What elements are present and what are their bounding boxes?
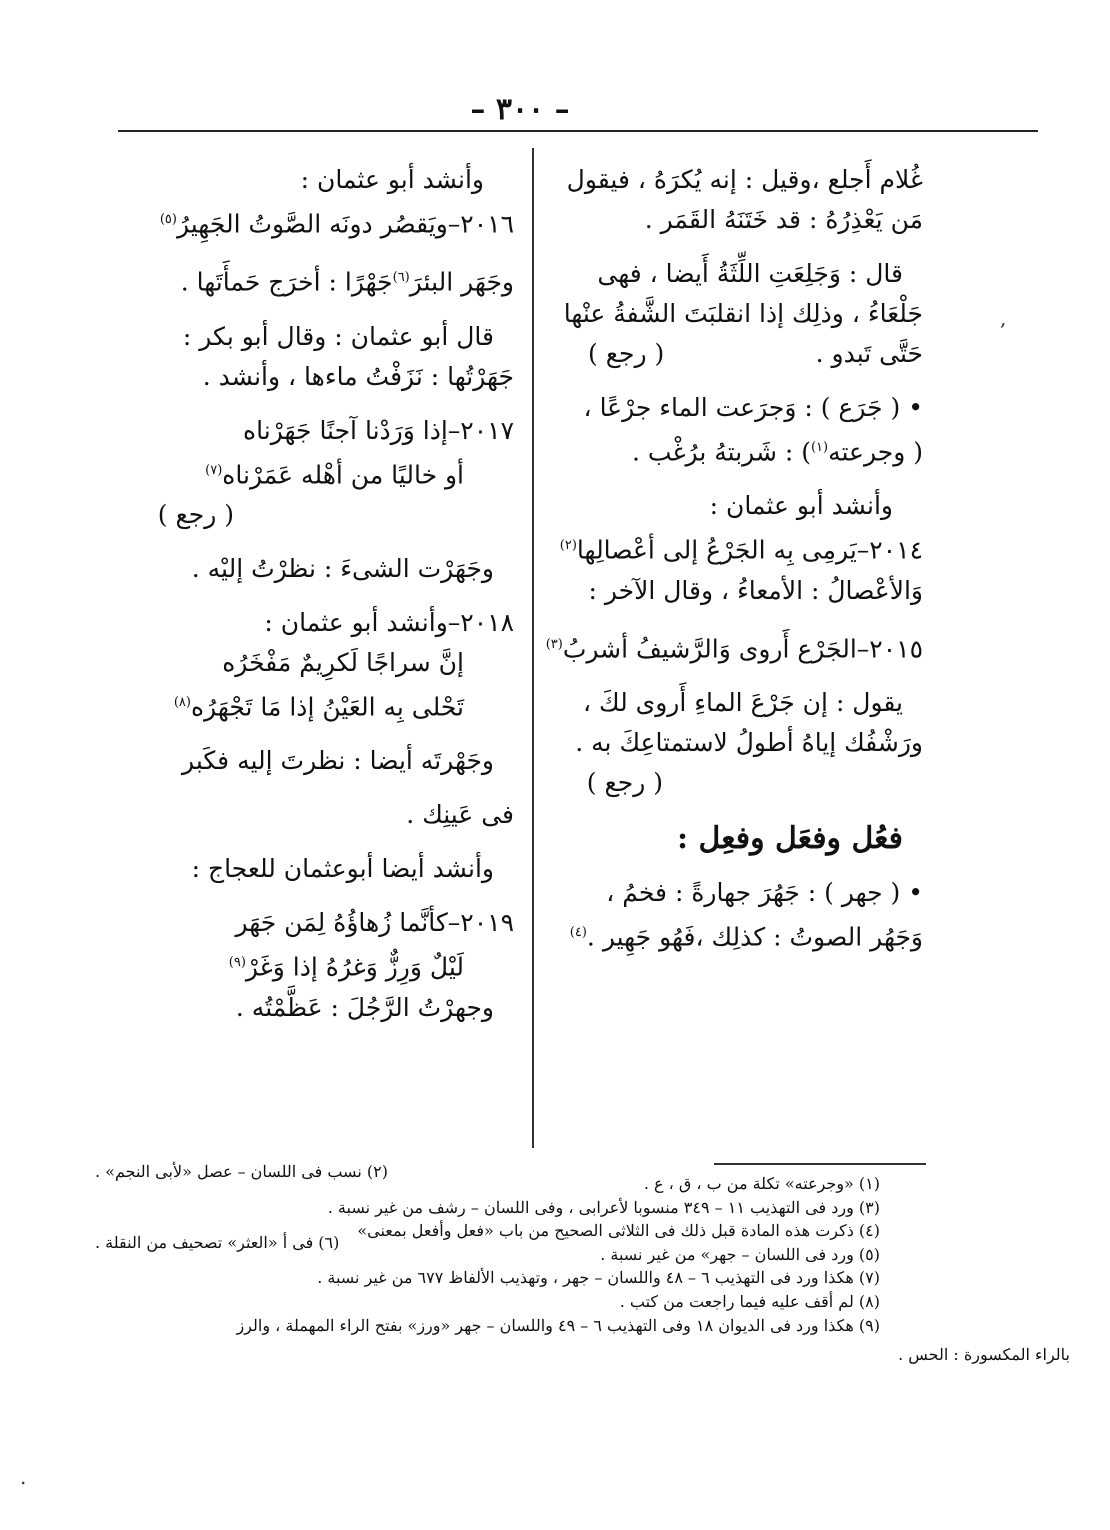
back-reference: ( رجع ) [586, 767, 663, 797]
verse-2018-line1: إنَّ سراجًا لَكرِيمٌ مَفْخَرُه [222, 647, 464, 677]
footnote-ref-6: (٦) [392, 270, 410, 286]
footnote-8: (٨) لم أقف عليه فيما راجعت من كتب . [619, 1291, 880, 1311]
verse-2017-line2 [112, 451, 514, 495]
text-line [548, 428, 923, 472]
footnote-9: (٩) هكذا ورد فى الديوان ١٨ وفى التهذيب ٦ – ٤٩ واللسان – جهر «ورز» بفتح الراء المهملة ، والرز [236, 1315, 880, 1335]
footnotes [95, 1162, 1070, 1367]
verse-2019-line1: ٢٠١٩–كأنَّما زُهاؤُهُ لِمَن جَهَر [235, 908, 514, 938]
back-reference: ( رجع ) [157, 499, 234, 529]
page-number: – ٣٠٠ – [470, 92, 570, 127]
footnote-6: (٦) فى أ «العثر» تصحيف من النقلة . [95, 1232, 340, 1252]
text-line-part: ) : شَربتهُ برُغْب . [632, 437, 811, 467]
back-reference: ( رجع ) [588, 339, 665, 368]
column-divider [532, 148, 534, 1148]
footnote-rule [714, 1163, 926, 1165]
text-line: جَهَرْتُها : نَزَفْتُ ماءها ، وأنشد . [202, 361, 514, 391]
section-heading: فعُل وفعَل وفعِل : [677, 820, 903, 856]
text-line [112, 258, 514, 302]
footnote-9-continued: بالراء المكسورة : الحس . [898, 1345, 1070, 1365]
verse-text: ٢٠١٤–يَرمِى بِه الجَرْعُ إلى أعْصالِها [576, 535, 923, 565]
footnote-5: (٥) ورد فى اللسان – جهر» من غير نسبة . [600, 1244, 880, 1264]
text-line: وجهرْتُ الرَّجُلَ : عَظَّمْتُه . [235, 992, 494, 1022]
text-line [548, 913, 923, 957]
footnote-4: (٤) ذكرت هذه المادة قبل ذلك فى الثلاثى الصحيح من باب «فعل وأفعل بمعنى» [357, 1221, 880, 1241]
verse-2018-intro: ٢٠١٨–وأنشد أبو عثمان : [264, 607, 514, 637]
footnote-ref-1: (١) [810, 440, 829, 455]
footnote-ref-8: (٨) [173, 694, 191, 710]
footnote-7: (٧) هكذا ورد فى التهذيب ٦ – ٤٨ واللسان – جهر ، وتهذيب الألفاظ ٦٧٧ من غير نسبة . [317, 1268, 880, 1288]
stray-dot: . [20, 1465, 27, 1489]
verse-2017-line1: ٢٠١٧–إذا وَرَدْنا آجنًا جَهَرْناه [243, 415, 514, 445]
text-line-part: وَجَهُر الصوتُ : كذلِك ،فَهُو جَهِير . [586, 922, 923, 952]
footnote-ref-7: (٧) [205, 462, 223, 478]
footnote-row [95, 1162, 880, 1196]
text-line: وجَهَرْت الشىءَ : نظرْتُ إليْه . [191, 553, 494, 583]
text-line: وأنشد أبو عثمان : [300, 165, 484, 194]
verse-text: أو خاليًا من أهْله عَمَرْناه [222, 459, 464, 489]
text-line-part: ( وجرعته [828, 437, 923, 467]
text-line: وَالأعْصالُ : الأمعاءُ ، وقال الآخر : [588, 575, 923, 605]
text-line: قال أبو عثمان : وقال أبو بكر : [182, 321, 494, 351]
right-column [545, 160, 923, 957]
verse-2018-line2 [112, 683, 514, 727]
text-line: جَلْعَاءُ ، وذلِك إذا انقلبَتَ الشَّفةُ عنْها [563, 299, 923, 328]
left-column [112, 160, 514, 1028]
text-line: وأنشد أبو عثمان : [709, 491, 893, 521]
entry-heading-jara: • ( جَرَع ) : وَجرَعت الماء جرْعًا ، [583, 393, 923, 422]
verse-2019-line2 [112, 943, 514, 987]
text-line: ورَشْفُك إياهُ أطولُ لاستمتاعِكَ به . [575, 727, 923, 757]
header-rule [118, 130, 1038, 132]
verse-2016 [112, 200, 514, 244]
verse-text: ٢٠١٦–ويَقصُر دونَه الصَّوتُ الجَهِيرُ [176, 209, 514, 239]
text-line: حَتَّى تَبدو . [815, 339, 923, 368]
text-line-part: وجَهَر البئرَ [409, 267, 514, 297]
footnote-row [95, 1232, 880, 1267]
text-line: وأنشد أيضا أبوعثمان للعجاج : [191, 854, 494, 884]
verse-text: تَحْلى بِه العَيْنُ إذا مَا تَجْهَرُه [190, 692, 464, 722]
footnote-ref-5: (٥) [159, 212, 177, 227]
footnote-ref-2: (٢) [559, 538, 577, 554]
text-line: غُلام أَجلع ،وقيل : إنه يُكرَهُ ، فيقول [566, 165, 923, 194]
footnote-1: (١) «وجرعته» تكلة من ب ، ق ، ع . [643, 1174, 880, 1193]
text-line-row [548, 334, 923, 374]
text-line-part: جَهْرًا : أخرَج حَمأَتَها . [180, 267, 393, 297]
footnote-3: (٣) ورد فى التهذيب ١١ – ٣٤٩ منسوبا لأعرابى ، وفى اللسان – رشف من غير نسبة . [327, 1197, 880, 1217]
entry-heading-jahr: • ( جهر ) : جَهُرَ جهارةً : فخمُ ، [606, 877, 923, 907]
footnote-ref-9: (٩) [228, 955, 246, 971]
text-line: يقول : إن جَرْعَ الماءِ أَروى لكَ ، [582, 687, 903, 717]
footnote-ref-4: (٤) [569, 924, 587, 940]
text-line: فى عَينِك . [406, 800, 514, 830]
footnote-ref-3: (٣) [545, 636, 563, 652]
verse-2014 [548, 526, 923, 570]
text-line: وجَهْرتَه أيضا : نظرتَ إليه فكَبر [182, 746, 494, 776]
verse-text: لَيْلٌ وَرِزٌّ وَغرُهُ إذا وَغَرْ [245, 952, 464, 982]
verse-text: ٢٠١٥–الجَرْع أَروى وَالرَّشيفُ أشربُ [562, 633, 923, 663]
stray-mark: , [1000, 306, 1007, 330]
text-line: قال : وَجَلِعَتِ اللِّثَةُ أَيضا ، فهى [597, 259, 903, 288]
verse-2015 [545, 625, 923, 669]
footnote-2: (٢) نسب فى اللسان – عصل «لأبى النجم» . [95, 1162, 388, 1181]
text-line: مَن يَعْذِرُهُ : قد خَتَنَهُ القَمَر . [644, 205, 923, 234]
